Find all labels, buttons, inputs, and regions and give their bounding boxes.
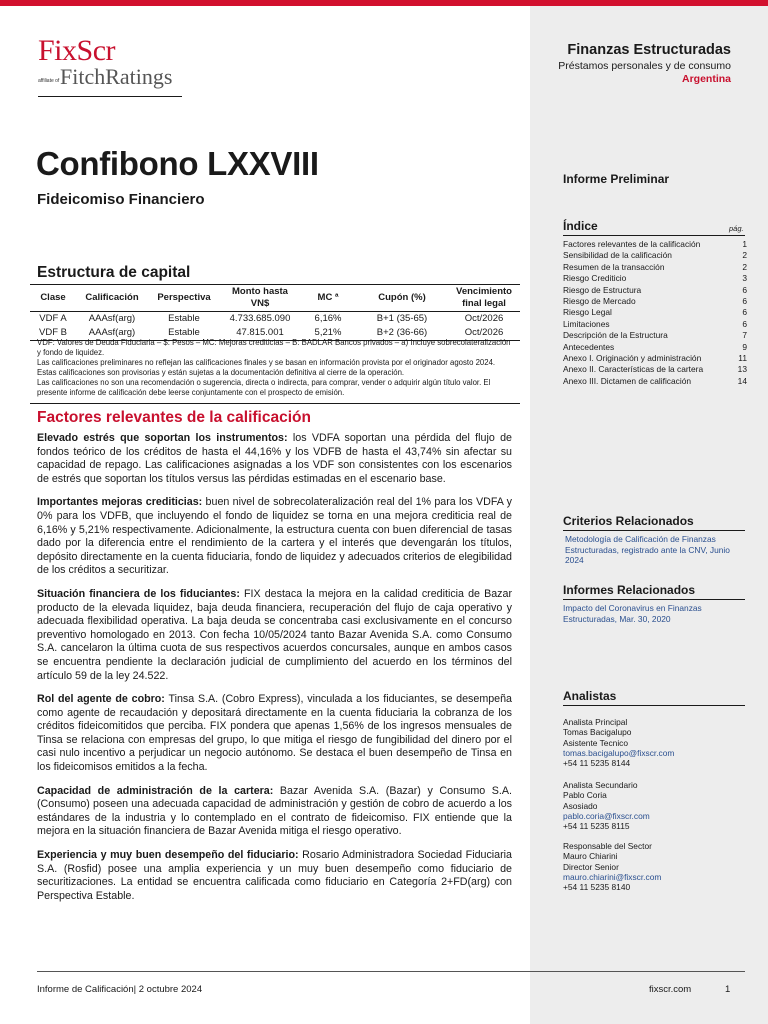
factor-lead: Rol del agente de cobro: bbox=[37, 693, 165, 706]
index-item-label: Descripción de la Estructura bbox=[563, 330, 668, 341]
analyst-role: Analista Secundario bbox=[563, 780, 638, 790]
table-cell: Oct/2026 bbox=[464, 313, 504, 324]
index-item[interactable] bbox=[563, 342, 747, 353]
table-cell: VDF B bbox=[39, 327, 67, 338]
table-cell: B+1 (35-65) bbox=[376, 313, 428, 324]
index-page-label: pág. bbox=[729, 224, 744, 233]
factor-lead: Situación financiera de los fiduciantes: bbox=[37, 587, 240, 600]
analyst-phone: +54 11 5235 8140 bbox=[563, 882, 631, 893]
index-item[interactable] bbox=[563, 319, 747, 330]
index-item-label: Anexo I. Originación y administración bbox=[563, 353, 702, 364]
column-header: Clase bbox=[40, 292, 66, 303]
related-criteria-heading: Criterios Relacionados bbox=[563, 514, 694, 528]
table-cell: Oct/2026 bbox=[464, 327, 504, 338]
factor-text: Bazar Avenida S.A. (Bazar) y Consumo S.A. (Consumo) poseen una adecuada capacidad de administración y gestión de cobro de acuerdo a los estándares de la industria y lo contemplado en el contrato de fideicomiso. FIX entiende que la mejora en la situación financiera de Bazar Avenida mitiga el riesgo operativo. bbox=[37, 784, 512, 838]
column-header: Perspectiva bbox=[157, 292, 211, 303]
footer-site-link[interactable]: fixscr.com bbox=[649, 984, 692, 995]
analyst-title: Asosiado bbox=[563, 800, 598, 811]
analyst-name: Tomas Bacigalupo bbox=[563, 727, 632, 738]
factor-text: Rosario Administradora Sociedad Fiduciaria S.A. (Rosfid) posee una amplia experiencia y un muy buen desempeño como fiduciario de securitizaciones. La entidad se encuentra calificada como fiduciario en Categoría 2+FD(arg) con Perspectiva Estable. bbox=[37, 849, 513, 902]
analyst-email-link[interactable]: mauro.chiarini@fixscr.com bbox=[563, 871, 662, 882]
analyst-email-link[interactable]: tomas.bacigalupo@fixscr.com bbox=[563, 747, 675, 758]
index-item-label: Antecedentes bbox=[563, 341, 615, 352]
factor-paragraph bbox=[37, 496, 512, 578]
index-item-page: 11 bbox=[738, 353, 747, 364]
fixscr-logo bbox=[38, 36, 186, 90]
index-item[interactable] bbox=[563, 364, 747, 375]
index-item-page: 14 bbox=[737, 375, 747, 386]
table-cell: AAAsf(arg) bbox=[88, 313, 136, 324]
table-cell: Estable bbox=[168, 327, 200, 338]
index-heading: Índice bbox=[563, 219, 598, 233]
analyst-card bbox=[563, 841, 745, 892]
report-type-label: Informe Preliminar bbox=[563, 172, 670, 186]
factor-lead: Capacidad de administración de la cartera: bbox=[37, 784, 274, 797]
footer-divider bbox=[37, 971, 745, 972]
index-item-page: 13 bbox=[737, 364, 747, 375]
index-item-page: 1 bbox=[742, 239, 747, 249]
analysts-divider bbox=[563, 705, 745, 706]
index-item-page: 2 bbox=[742, 261, 747, 272]
related-reports-heading: Informes Relacionados bbox=[563, 583, 696, 597]
related-report-link[interactable]: Impacto del Coronavirus en Finanzas Estructuradas, Mar. 30, 2020 bbox=[563, 603, 702, 624]
footer-page-number: 1 bbox=[725, 984, 731, 995]
table-cell: Estable bbox=[168, 313, 200, 324]
index-item-label: Riesgo de Mercado bbox=[563, 296, 636, 307]
sector-title: Finanzas Estructuradas bbox=[567, 42, 731, 58]
index-item[interactable] bbox=[563, 353, 747, 364]
factor-text: Tinsa S.A. (Cobro Express), vinculada a los fiduciantes, se desempeña como agente de recaudación y depositará directamente en la cuenta fiduciaria la cobranza de los créditos fideicomitidos que perciba. FIX pondera que apenas 1,56% de los ingresos mensuales de Tinsa se relaciona con empresas del grupo, lo que mitiga el riesgo de fungibilidad del dinero por el casi nulo incentivo a perjudicar un negocio autónomo. Se destaca el buen desempeño de Tinsa en los fideicomisos emitidos a la fecha. bbox=[37, 693, 513, 774]
factor-text: buen nivel de sobrecolateralización real del 1% para los VDFA y 0% para los VDFB, que incluyendo el fondo de liquidez se torna en una mejora crediticia real de 6,16% y 5,21% respectivamente. Adicionalmente, la estructura cuenta con buen diferencial de tasas dado por la diferencia entre el rendimiento de la cartera y el interés que devengarán los títulos, depósito directamente en la cuenta fiduciaria, fondo de liquidez y adecuados criterios de elegibilidad de los créditos a securitizar. bbox=[37, 496, 512, 577]
index-item-label: Sensibilidad de la calificación bbox=[563, 250, 672, 261]
analyst-role: Analista Principal bbox=[563, 717, 628, 727]
column-header: MC ª bbox=[317, 292, 339, 303]
table-note: VDF: Valores de Deuda Fiduciaria – $: Pesos – MC: Mejoras crediticias – B: BADLAR Bancos privados – a) Incluye sobrecolateralización y fondo de liquidez. bbox=[37, 338, 511, 357]
index-item[interactable] bbox=[563, 273, 747, 284]
index-item-label: Anexo II. Características de la cartera bbox=[563, 364, 704, 375]
analyst-phone: +54 11 5235 8144 bbox=[563, 758, 631, 769]
index-item-label: Limitaciones bbox=[563, 318, 610, 329]
capital-structure-table bbox=[30, 284, 520, 341]
subsector-title: Préstamos personales y de consumo bbox=[558, 60, 731, 72]
factor-text: los VDFA soportan una pérdida del flujo de fondos teórico de los créditos de hasta el 44,16% y los VDFB de hasta el 43,74% sin afectar su capacidad de repago. Las calificaciones asignadas a los VDF son consistentes con los escenarios de estrés que soportan los títulos versus las pérdidas estimadas en el escenario base. bbox=[37, 432, 512, 485]
index-item-label: Factores relevantes de la calificación bbox=[563, 239, 701, 249]
factor-lead: Importantes mejoras crediticias: bbox=[37, 496, 203, 509]
index-item-page: 6 bbox=[742, 284, 747, 295]
factor-text: FIX destaca la mejora en la calidad crediticia de Bazar producto de la elevada liquidez, baja deuda financiera, recuperación del flujo de caja operativo y adecuada flexibilidad operativa. La baja deuda se concentraba casi exclusivamente en el concurso preventivo homologado en 2013. Con fecha 10/05/2024 tanto Bazar Avenida S.A. como Consumo S.A. cancelaron la última cuota de sus respectivos acuerdos concursales, aunque en ambos casos se encuentra pendiente la declaración judicial de cumplimiento del acuerdo en los términos del artículo 59 de la ley 24.522. bbox=[37, 587, 512, 682]
country-label: Argentina bbox=[681, 73, 731, 85]
logo-fitchratings-text: FitchRatings bbox=[60, 64, 173, 89]
analyst-role: Responsable del Sector bbox=[563, 841, 652, 851]
footer-report-date: Informe de Calificación| 2 octubre 2024 bbox=[37, 984, 203, 995]
index-item[interactable] bbox=[563, 330, 747, 341]
factor-paragraph bbox=[37, 588, 512, 683]
analyst-title: Asistente Tecnico bbox=[563, 737, 629, 748]
table-cell: VDF A bbox=[39, 313, 67, 324]
analyst-title: Director Senior bbox=[563, 861, 619, 872]
criteria-divider bbox=[563, 530, 745, 531]
index-item[interactable] bbox=[563, 296, 747, 307]
index-item-label: Riesgo de Estructura bbox=[563, 284, 642, 295]
factor-lead: Experiencia y muy buen desempeño del fiduciario: bbox=[37, 849, 299, 862]
rating-factors-body bbox=[37, 432, 512, 913]
index-item-page: 6 bbox=[742, 318, 747, 329]
analysts-heading: Analistas bbox=[563, 689, 617, 703]
rating-factors-heading: Factores relevantes de la calificación bbox=[37, 409, 311, 426]
analyst-name: Pablo Coria bbox=[563, 790, 607, 801]
logo-fixscr-text: FixScr bbox=[38, 34, 116, 67]
table-header-row bbox=[30, 285, 520, 312]
index-item[interactable] bbox=[563, 239, 747, 250]
column-header: Cupón (%) bbox=[378, 292, 426, 303]
index-divider bbox=[563, 235, 745, 236]
index-item-page: 2 bbox=[742, 250, 747, 261]
index-item-page: 7 bbox=[742, 330, 747, 341]
document-title: Confibono LXXVIII bbox=[36, 145, 319, 182]
index-item-label: Riesgo Legal bbox=[563, 307, 612, 318]
table-cell: 4.733.685.090 bbox=[229, 313, 291, 324]
index-item-page: 3 bbox=[742, 273, 747, 284]
factor-paragraph bbox=[37, 693, 512, 775]
analyst-phone: +54 11 5235 8115 bbox=[563, 821, 630, 832]
table-note: Las calificaciones preliminares no reflejan las calificaciones finales y se basan en información provista por el originador agosto 2024. Estas calificaciones son provisorias y están sujetas a la documentación definitiva al cierre de la operación. bbox=[37, 358, 496, 377]
table-cell: 5,21% bbox=[314, 327, 342, 338]
column-header: Vencimiento final legal bbox=[456, 286, 512, 309]
table-cell: 6,16% bbox=[314, 313, 342, 324]
factor-paragraph bbox=[37, 785, 512, 839]
table-notes bbox=[37, 338, 515, 398]
analyst-card bbox=[563, 717, 745, 768]
index-item-page: 9 bbox=[742, 341, 747, 352]
table-row bbox=[30, 312, 520, 327]
index-item[interactable] bbox=[563, 250, 747, 261]
index-item-label: Riesgo Crediticio bbox=[563, 273, 627, 284]
factor-lead: Elevado estrés que soportan los instrumentos: bbox=[37, 432, 288, 444]
index-item[interactable] bbox=[563, 262, 747, 273]
index-item[interactable] bbox=[563, 285, 747, 296]
analyst-card bbox=[563, 780, 745, 831]
index-list bbox=[563, 239, 747, 387]
reports-divider bbox=[563, 599, 745, 600]
index-item-page: 6 bbox=[742, 307, 747, 318]
table-cell: B+2 (36-66) bbox=[376, 327, 428, 338]
criteria-link[interactable]: Metodología de Calificación de Finanzas Estructuradas, registrado ante la CNV, Junio 2024 bbox=[565, 534, 730, 565]
analyst-email-link[interactable]: pablo.coria@fixscr.com bbox=[563, 810, 650, 821]
column-header: Calificación bbox=[85, 292, 139, 303]
index-item-label: Anexo III. Dictamen de calificación bbox=[563, 375, 692, 386]
index-item[interactable] bbox=[563, 307, 747, 318]
column-header: Monto hasta VN$ bbox=[232, 286, 288, 309]
table-cell: AAAsf(arg) bbox=[88, 327, 136, 338]
capital-structure-heading: Estructura de capital bbox=[37, 264, 191, 281]
analyst-name: Mauro Chiarini bbox=[563, 851, 618, 862]
table-cell: 47.815.001 bbox=[236, 327, 284, 338]
logo-affiliate-text: affiliate of bbox=[38, 78, 60, 84]
index-item-page: 6 bbox=[742, 296, 747, 307]
index-item-label: Resumen de la transacción bbox=[563, 261, 665, 272]
factor-paragraph bbox=[37, 849, 512, 903]
factor-paragraph bbox=[37, 432, 512, 486]
notes-divider bbox=[30, 403, 520, 404]
document-subtitle: Fideicomiso Financiero bbox=[37, 191, 205, 208]
table-note: Las calificaciones no son una recomendación o sugerencia, directa o indirecta, para comprar, vender o adquirir algún título valor. El presente informe de calificación debe leerse conjuntamente con el prospecto de emisión. bbox=[37, 378, 491, 397]
logo-divider bbox=[38, 96, 182, 97]
index-item[interactable] bbox=[563, 376, 747, 387]
